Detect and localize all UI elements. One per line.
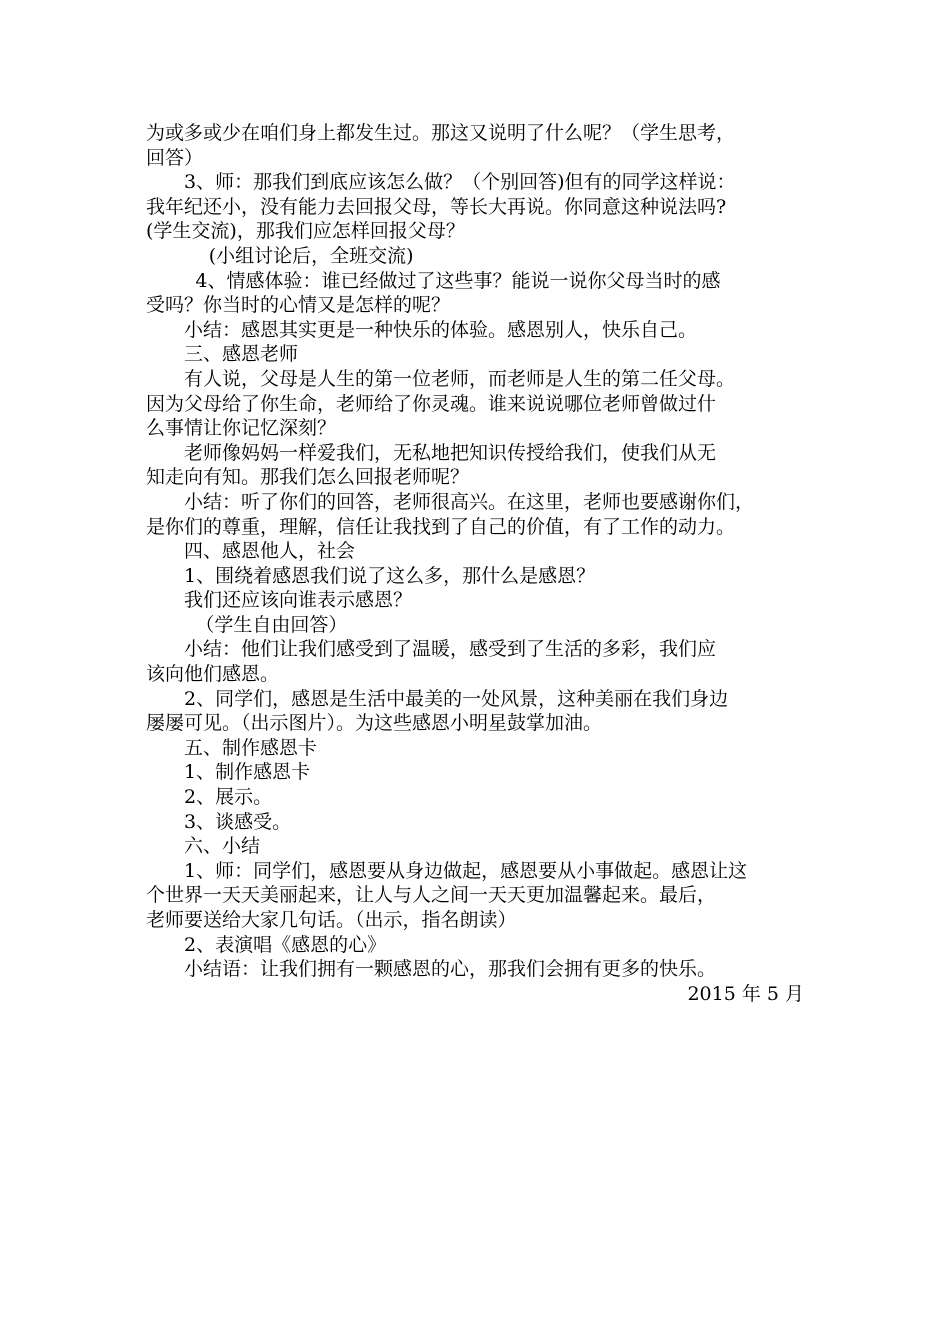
list-item: 3、谈感受。: [184, 810, 292, 833]
text-line: 2、同学们，感恩是生活中最美的一处风景，这种美丽在我们身边: [184, 687, 729, 710]
text-line: 2、表演唱《感恩的心》: [184, 933, 387, 956]
text-line: 老师像妈妈一样爱我们，无私地把知识传授给我们，使我们从无: [184, 441, 717, 464]
text-line: 么事情让你记忆深刻？: [146, 417, 337, 440]
text-line: 老师要送给大家几句话。（出示，指名朗读）: [146, 909, 517, 931]
section-heading: 五、制作感恩卡: [184, 736, 318, 759]
summary-line: 小结：他们让我们感受到了温暖，感受到了生活的多彩，我们应: [184, 638, 717, 661]
document-date: 2015 年 5 月: [687, 982, 804, 1005]
text-line: 有人说，父母是人生的第一位老师，而老师是人生的第二任父母。: [184, 367, 736, 390]
text-line: 3、师：那我们到底应该怎么做？（个别回答)但有的同学这样说：: [184, 171, 736, 194]
text-line: 该向他们感恩。: [146, 663, 280, 686]
section-heading: 六、小结: [184, 835, 261, 858]
text-line: 受吗？你当时的心情又是怎样的呢？: [146, 294, 451, 317]
text-line: 知走向有知。那我们怎么回报老师呢？: [146, 466, 470, 489]
list-item: 2、展示。: [184, 786, 273, 809]
text-line: (小组讨论后，全班交流): [208, 244, 414, 267]
summary-line: 小结语：让我们拥有一颗感恩的心，那我们会拥有更多的快乐。: [184, 958, 717, 981]
list-item: 1、制作感恩卡: [184, 761, 311, 784]
section-heading: 三、感恩老师: [184, 343, 299, 366]
text-line: （学生自由回答）: [195, 613, 348, 636]
section-heading: 四、感恩他人，社会: [184, 540, 356, 563]
text-line: 我年纪还小，没有能力去回报父母，等长大再说。你同意这种说法吗?: [146, 195, 727, 218]
text-line: 因为父母给了你生命，老师给了你灵魂。谁来说说哪位老师曾做过什: [146, 392, 717, 415]
text-line: 回答）: [146, 146, 204, 169]
text-line: 为或多或少在咱们身上都发生过。那这又说明了什么呢？（学生思考，: [146, 122, 736, 144]
summary-line: 小结：听了你们的回答，老师很高兴。在这里，老师也要感谢你们，: [184, 490, 755, 513]
text-line: 4、情感体验：谁已经做过了这些事？能说一说你父母当时的感: [195, 269, 721, 292]
text-line: (学生交流)，那我们应怎样回报父母？: [146, 220, 465, 243]
document-page: [146, 121, 836, 1006]
text-line: 1、围绕着感恩我们说了这么多，那什么是感恩？: [184, 564, 596, 587]
text-line: 屡屡可见。（出示图片）。为这些感恩小明星鼓掌加油。: [146, 712, 603, 735]
text-line: 个世界一天天美丽起来，让人与人之间一天天更加温馨起来。最后，: [146, 884, 717, 907]
summary-line: 小结：感恩其实更是一种快乐的体验。感恩别人，快乐自己。: [184, 318, 698, 341]
text-line: 我们还应该向谁表示感恩？: [184, 589, 413, 612]
text-line: 1、师：同学们，感恩要从身边做起，感恩要从小事做起。感恩让这: [184, 859, 748, 882]
text-line: 是你们的尊重，理解，信任让我找到了自己的价值，有了工作的动力。: [146, 515, 736, 538]
